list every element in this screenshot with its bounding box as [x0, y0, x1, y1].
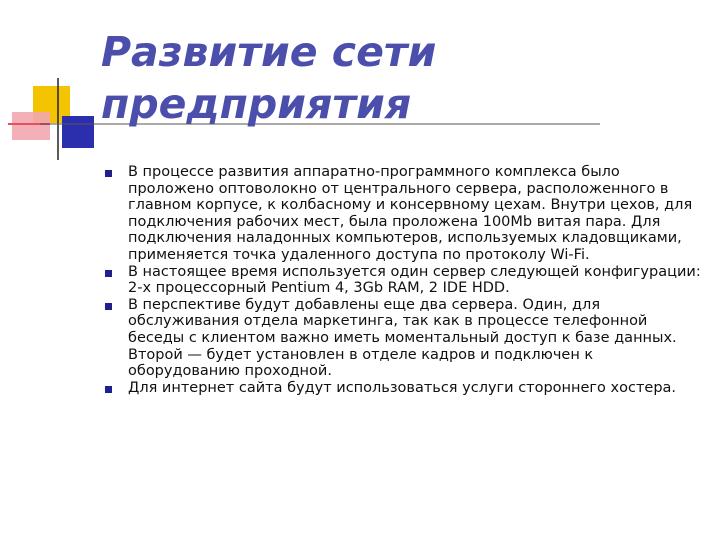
bullet-list: [104, 164, 704, 396]
bullet-square-icon: [105, 386, 112, 393]
bullet-text: В процессе развития аппаратно-программного комплекса было проложено оптоволокно от центрального сервера, расположенного в главном корпусе, к колбасному и консервному цехам. Внутри цехов, для подключения рабочих мест, была проложена 100Mb витая пара. Для подключения наладонных компьютеров, используемых кладовщиками, применяется точка удаленного доступа по протоколу Wi-Fi.: [128, 164, 693, 263]
bullet-square-icon: [105, 270, 112, 277]
deco-pink-square: [12, 112, 50, 140]
bullet-item-1: [104, 164, 704, 264]
bullet-text: В перспективе будут добавлены еще два сервера. Один, для обслуживания отдела маркетинга, так как в процессе телефонной беседы с клиентом важно иметь моментальный доступ к базе данных. Второй — будет установлен в отделе кадров и подключен к оборудованию проходной.: [128, 296, 677, 380]
bullet-text: Для интернет сайта будут использоваться услуги стороннего хостера.: [128, 379, 677, 396]
bullet-square-icon: [105, 170, 112, 177]
slide-title: Развитие сети предприятия: [101, 28, 437, 128]
bullet-item-3: [104, 297, 704, 380]
bullet-text: В настоящее время используется один сервер следующей конфигурации: 2-х процессорный Pentium 4, 3Gb RAM, 2 IDE HDD.: [128, 263, 701, 297]
bullet-item-2: [104, 264, 704, 297]
bullet-item-4: [104, 380, 704, 397]
deco-blue-square: [62, 116, 94, 148]
bullet-square-icon: [105, 303, 112, 310]
